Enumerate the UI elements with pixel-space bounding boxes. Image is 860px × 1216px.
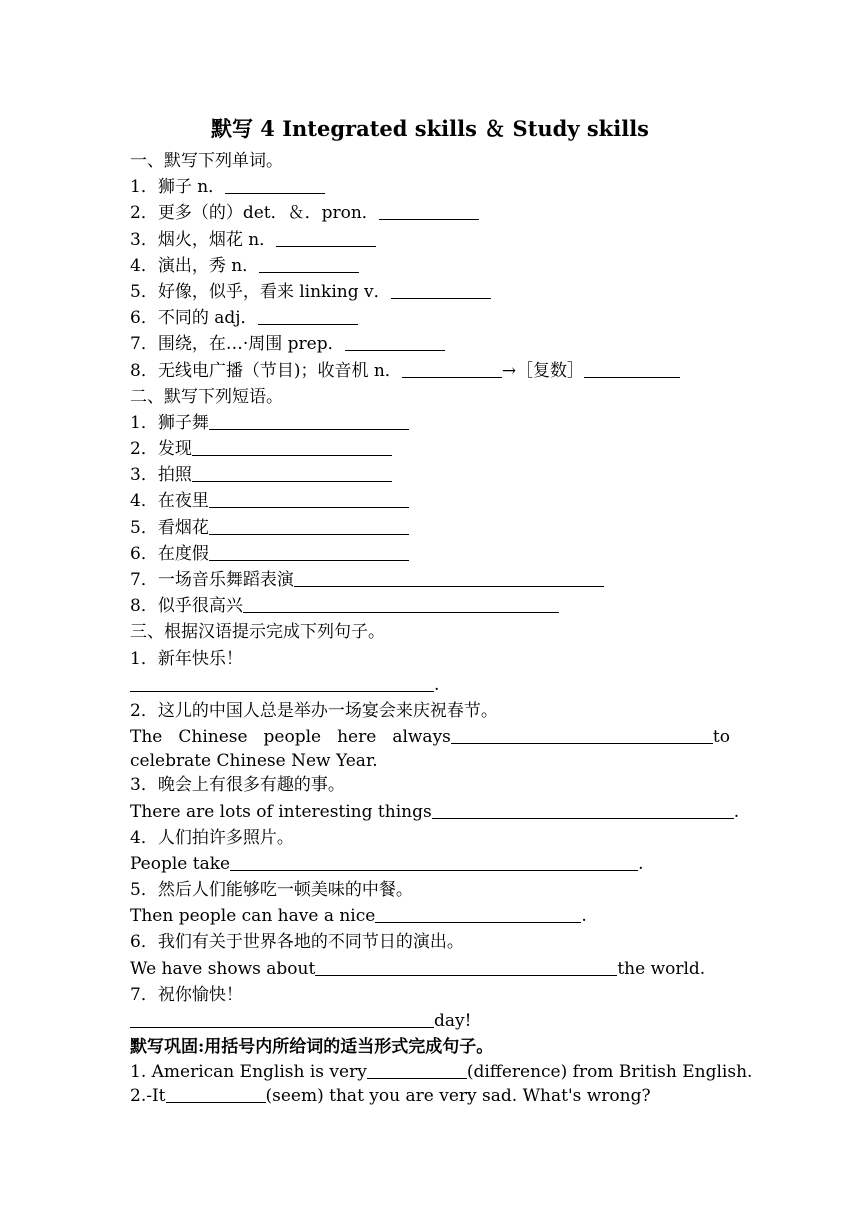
answer-blank[interactable] (130, 673, 434, 692)
item-prompt: 狮子舞 (157, 412, 209, 433)
sentence-end: day! (434, 1011, 472, 1031)
phrase-item-3 (130, 462, 730, 488)
sentence-answer-2 (130, 724, 730, 750)
item-prompt: 围绕，在…·周围 prep． (157, 334, 345, 355)
item-prompt: 更多（的）det．＆．pron． (157, 203, 379, 224)
sentence-end: . (638, 853, 644, 874)
answer-blank[interactable] (379, 201, 479, 220)
sentence-start: 2.-It (130, 1086, 166, 1107)
item-number: 2． (130, 203, 158, 224)
answer-blank[interactable] (451, 725, 713, 744)
sentence-prompt-3: 3．晚会上有很多有趣的事。 (130, 775, 345, 796)
answer-blank[interactable] (209, 489, 409, 508)
consolidation-item-2 (130, 1084, 730, 1108)
answer-blank[interactable] (192, 437, 392, 456)
answer-blank[interactable] (402, 359, 502, 378)
sentence-answer-1 (130, 672, 730, 698)
item-number: 7． (130, 334, 158, 355)
item-prompt: 发现 (157, 439, 192, 460)
item-number: 5． (130, 517, 158, 538)
answer-blank[interactable] (584, 359, 680, 378)
item-prompt: 看烟花 (157, 517, 209, 538)
sentence-end: to (712, 727, 730, 748)
sentence-word: The (130, 727, 163, 748)
answer-blank[interactable] (391, 280, 491, 299)
section2-heading: 二、默写下列短语。 (130, 386, 283, 407)
answer-blank[interactable] (209, 516, 409, 535)
item-prompt: 好像，似乎，看来 linking v． (157, 281, 391, 302)
sentence-word: always (392, 727, 451, 748)
phrase-item-8 (130, 593, 730, 619)
answer-blank[interactable] (375, 904, 581, 923)
answer-blank[interactable] (225, 175, 325, 194)
answer-blank[interactable] (166, 1084, 266, 1103)
sentence-prompt-2: 2．这儿的中国人总是举办一场宴会来庆祝春节。 (130, 700, 498, 721)
item-prompt: 在度假 (157, 543, 209, 564)
word-item-4 (130, 253, 730, 279)
sentence-start: Then people can have a nice (130, 906, 376, 927)
sentence-prompt-1: 1．新年快乐！ (130, 648, 243, 669)
phrase-item-4 (130, 488, 730, 514)
word-item-7 (130, 331, 730, 357)
item-number: 7． (130, 570, 158, 590)
sentence-end: the world. (617, 958, 706, 979)
sentence-prompt-6: 6．我们有关于世界各地的不同节日的演出。 (130, 932, 464, 953)
item-number: 6． (130, 308, 158, 329)
phrase-item-7 (130, 567, 730, 593)
item-prompt: 演出，秀 n． (157, 255, 260, 276)
sentence-end: . (581, 906, 587, 927)
item-prompt: 烟火，烟花 n． (157, 229, 277, 250)
answer-blank[interactable] (209, 542, 409, 561)
sentence-end: . (733, 801, 740, 822)
answer-blank[interactable] (243, 594, 559, 613)
word-item-6 (130, 305, 730, 331)
answer-blank[interactable] (130, 1009, 434, 1028)
plural-label: →［复数］ (501, 360, 585, 381)
answer-blank[interactable] (345, 332, 445, 351)
answer-blank[interactable] (276, 228, 376, 247)
sentence-end: (difference) from British English. (466, 1062, 753, 1083)
answer-blank[interactable] (258, 306, 358, 325)
item-number: 1． (130, 177, 158, 198)
sentence-word: Chinese (178, 727, 248, 748)
section1-heading: 一、默写下列单词。 (130, 151, 283, 171)
sentence-answer-5 (130, 903, 730, 929)
answer-blank[interactable] (315, 957, 617, 976)
sentence-answer-6 (130, 956, 730, 982)
sentence-end: (seem) that you are very sad. What's wrong? (265, 1086, 651, 1107)
sentence-start: There are lots of interesting things (130, 801, 432, 822)
item-number: 5． (130, 281, 158, 302)
word-item-2 (130, 200, 730, 226)
worksheet (130, 112, 753, 1108)
sentence-prompt-7: 7．祝你愉快！ (130, 984, 243, 1005)
sentence-end: . (434, 674, 440, 695)
sentence-start: 1. American English is very (130, 1062, 367, 1083)
answer-blank[interactable] (432, 800, 734, 819)
item-prompt: 无线电广播（节目)；收音机 n． (157, 360, 402, 381)
section4-heading: 默写巩固:用括号内所给词的适当形式完成句子。 (130, 1037, 494, 1058)
sentence-word: here (337, 727, 377, 748)
phrase-item-1 (130, 410, 730, 436)
sentence-continuation-2: celebrate Chinese New Year. (130, 751, 378, 772)
page-title: 默写 4 Integrated skills ＆ Study skills (210, 116, 649, 141)
item-number: 3． (130, 229, 158, 250)
answer-blank[interactable] (209, 411, 409, 430)
phrase-item-5 (130, 515, 730, 541)
item-prompt: 在夜里 (157, 491, 209, 512)
item-number: 2． (130, 439, 158, 460)
phrase-item-6 (130, 541, 730, 567)
sentence-answer-7 (130, 1008, 730, 1034)
item-number: 4． (130, 255, 158, 276)
answer-blank[interactable] (230, 852, 638, 871)
word-item-3 (130, 227, 730, 253)
answer-blank[interactable] (294, 568, 604, 587)
answer-blank[interactable] (192, 463, 392, 482)
sentence-answer-4 (130, 851, 730, 877)
section3-heading: 三、根据汉语提示完成下列句子。 (130, 622, 385, 643)
word-item-5 (130, 279, 730, 305)
item-number: 1． (130, 412, 158, 433)
sentence-start: People take (130, 853, 231, 874)
item-number: 6． (130, 543, 158, 564)
phrase-item-2 (130, 436, 730, 462)
item-number: 3． (130, 465, 158, 486)
item-prompt: 似乎很高兴 (157, 596, 243, 617)
item-number: 8． (130, 360, 158, 381)
sentence-word: people (263, 727, 322, 748)
item-number: 4． (130, 491, 158, 512)
word-item-8 (130, 358, 730, 384)
item-prompt: 狮子 n． (157, 177, 226, 198)
item-number: 8． (130, 596, 158, 617)
consolidation-item-1 (130, 1060, 753, 1084)
item-prompt: 一场音乐舞蹈表演 (157, 570, 294, 590)
sentence-prompt-5: 5．然后人们能够吃一顿美味的中餐。 (130, 880, 413, 901)
sentence-prompt-4: 4．人们拍许多照片。 (130, 827, 294, 848)
answer-blank[interactable] (367, 1060, 467, 1079)
word-item-1 (130, 174, 730, 200)
item-prompt: 不同的 adj． (157, 308, 258, 329)
item-prompt: 拍照 (157, 465, 192, 486)
sentence-answer-3 (130, 799, 740, 825)
answer-blank[interactable] (259, 254, 359, 273)
sentence-start: We have shows about (130, 958, 316, 979)
